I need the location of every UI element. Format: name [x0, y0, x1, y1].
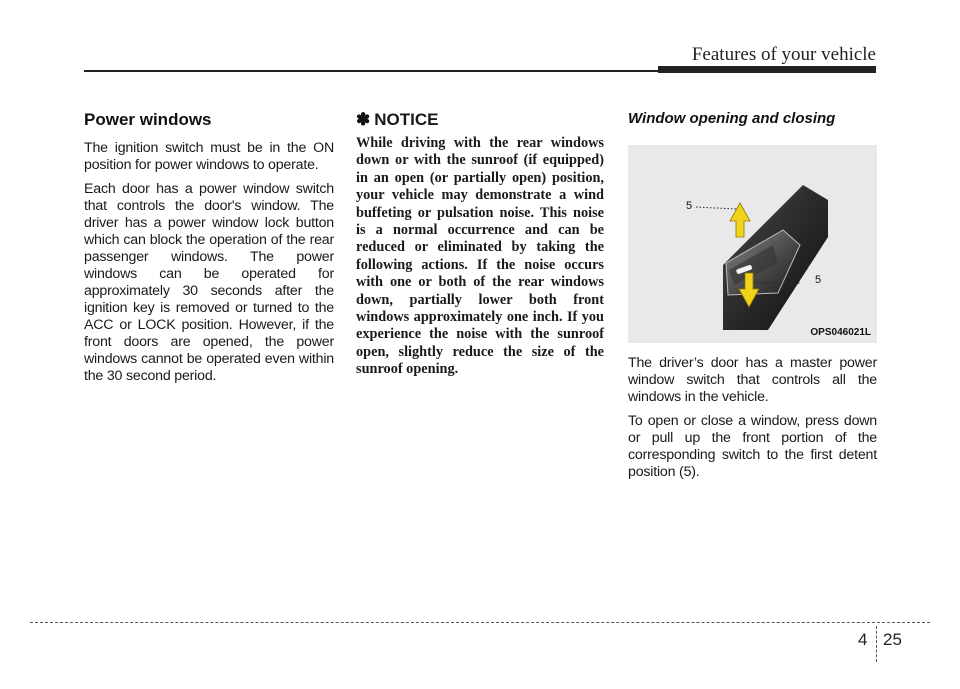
- footer-rule: [30, 622, 930, 623]
- door-switch-paragraph: Each door has a power window switch that controls the door's window. The driver has a power window lock button which can block the operation of the rear passenger windows. The power windows can be operated for approximately 30 seconds after the ignition key is removed or turned to the ACC or LOCK position. However, if the front doors are opened, the power windows cannot be operated even within the 30 second period.: [84, 181, 334, 384]
- window-operation-column: [628, 110, 877, 488]
- notice-text: While driving with the rear windows down or with the sunroof (if equipped) in an open (or partially open) position, your vehicle may demonstrate a wind buffeting or pulsation noise. This noise is a normal occurrence and can be reduced or eliminated by taking the following actions. If the noise occurs with one or both of the rear windows down, partially lower both front windows approximately one inch. If you experience the noise with the sunroof open, slightly reduce the size of the sunroof opening.: [356, 135, 604, 378]
- notice-icon: ✽: [356, 110, 371, 129]
- label-close-position: 5: [815, 274, 822, 286]
- chapter-number: 4: [858, 630, 868, 649]
- window-switch-illustration: [628, 145, 877, 343]
- page-number: 25: [883, 630, 902, 649]
- header-rule-accent: [658, 66, 876, 73]
- master-switch-paragraph: The driver’s door has a master power window switch that controls all the windows in the vehicle.: [628, 355, 877, 405]
- page-divider: [876, 626, 877, 662]
- window-operation-heading: Window opening and closing: [628, 110, 836, 127]
- notice-column: [356, 110, 604, 379]
- ignition-paragraph: The ignition switch must be in the ON position for power windows to operate.: [84, 140, 334, 173]
- header-rule: [84, 70, 658, 72]
- section-title: Features of your vehicle: [691, 44, 876, 65]
- power-windows-column: [84, 110, 334, 392]
- figure-code: OPS046021L: [810, 327, 871, 338]
- arrow-up-icon: [730, 203, 750, 237]
- notice-title: NOTICE: [374, 110, 439, 129]
- notice-heading: [356, 110, 604, 130]
- power-windows-heading: Power windows: [84, 110, 212, 129]
- open-close-paragraph: To open or close a window, press down or pull up the front portion of the corresponding switch to the first detent position (5).: [628, 413, 877, 480]
- window-switch-figure: [628, 145, 877, 343]
- label-open-position: 5: [686, 200, 693, 212]
